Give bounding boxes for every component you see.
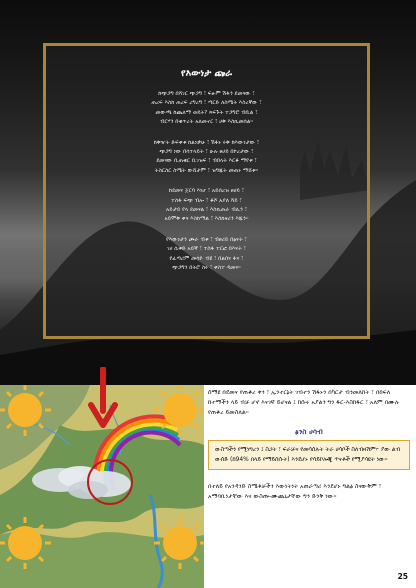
poem-line: ብርሃን በቁጥረት አለመኖር ፣ ሀቅ እስኪመሰል። bbox=[160, 119, 253, 126]
poem-stanza bbox=[46, 139, 367, 177]
poem-line: ጠረፍ እስከ ጠረፍ ረግረግ ፣ ጣርድ ለስሜት እስረኛው ፣ bbox=[151, 100, 262, 107]
poem-title: የእውነታ ጩራ bbox=[180, 68, 233, 79]
callout-box: ውስጣችን የሚነግረን ፤ ስጋት ፣ ፍራቻና የመሳሰሉት ትራ ሀሳቦች ስለብዛሽም፦ ያው ልብ ውሰድ (ከ94% በላይ የማይሰሱት) እንደሆኑ የሳይኮሎጂ ጥናቶች የሚያሳዩት ነው። bbox=[208, 440, 410, 470]
poem-line: አይሞቅ ቀና እስከማል ፣ እስከዛሪን እጁን። bbox=[164, 216, 249, 223]
poem-line: ከቅዠት ድፍቀቱ ከልነቃሁ ፣ ሽፋኑ ሩቅ ከእውነታው ፣ bbox=[153, 139, 260, 146]
poem-line: ከጭጋግ በሻገር ጭጋግ ፣ ፍፁም ሽፋን ደመናው ፣ bbox=[158, 91, 255, 97]
poem-line: ተስፋ ፍጭ ብሎ ፣ ቆሾ አያለ ሻይ ፣ bbox=[171, 197, 242, 204]
poem-line: ጭጋግን በትሮ ስሩ ፣ ቀስተ ዳመና። bbox=[172, 265, 241, 272]
poem-line: ገሀ ሲቀድ አይኛ ፣ ተስፋ ተርፎ በእናት ፣ bbox=[167, 246, 246, 253]
poem-line: ጭጋግ ነው በሳተላይት ፣ ሁሉ ፀሀይ በኮረታው ፣ bbox=[159, 149, 254, 156]
poem-line: መውጫ ከጨለማ ወዴት? ጻፍጉት ተጋግሮ ብቢል ፣ bbox=[155, 109, 258, 116]
poem-stanza bbox=[46, 90, 367, 128]
poem-stanza bbox=[46, 236, 367, 274]
poem-line: የፈጣሪም መሳዮ ብዩ ፣ በልበና ፋና ፣ bbox=[169, 255, 244, 262]
intro-paragraph: ሰማዩ በደመና የጠቆረ ቀን ፣ ኢንተርኔት ገብተን ሽፋኑን በካርታ ብንመለከት ፣ በከፍለ ከተማችን ላይ ብቻ ሆኖ እናገኛ ይሆናል ፤ ከሱሩ አያልን ግን ፋር-እስከፋር ፣ አለም በሙሉ የጠቆረ ይመስለል። bbox=[208, 389, 400, 417]
poem-line: ከደመና ጀርባ እነሆ ፣ አይሰረዝ ፀሀይ ፣ bbox=[168, 188, 245, 195]
closing-paragraph: በተለይ የአንዳንድ ስሜቶቻችን እውነትነት አጠራጣሪ እንደሆኑ ግልፅ ስናውቅም ፣ አማባቢነታቸው እና ውስጡ-ሙጨኒታቸው ግን ድንቅ ነው። bbox=[208, 482, 382, 500]
poem-line: ደመናው ቢጠቁር ቢገዝፍ ፣ ብበላት እርቆ ማየቱ ፣ bbox=[156, 158, 257, 165]
poem-frame bbox=[43, 43, 370, 339]
poem-line: ትስርስር ስሜት ውሸታም ፣ ዝግጁት መጠኑ ማሸቱ። bbox=[154, 167, 259, 174]
poem-line: የእውነታን ጮራ ብቱ ፣ ብፀሪይ በፅናት ፣ bbox=[166, 236, 247, 243]
poem-stanza bbox=[46, 187, 367, 225]
down-arrow-icon bbox=[88, 367, 118, 429]
callout-title: ፅንስ ሀሳብ bbox=[295, 426, 323, 436]
text-column bbox=[208, 388, 410, 502]
poem-line: አይታይ የላ ደመናል ፣ እስኪጠራ ብሊን ፣ bbox=[165, 207, 247, 214]
page-number: 25 bbox=[397, 572, 408, 581]
poem-body bbox=[46, 90, 367, 285]
